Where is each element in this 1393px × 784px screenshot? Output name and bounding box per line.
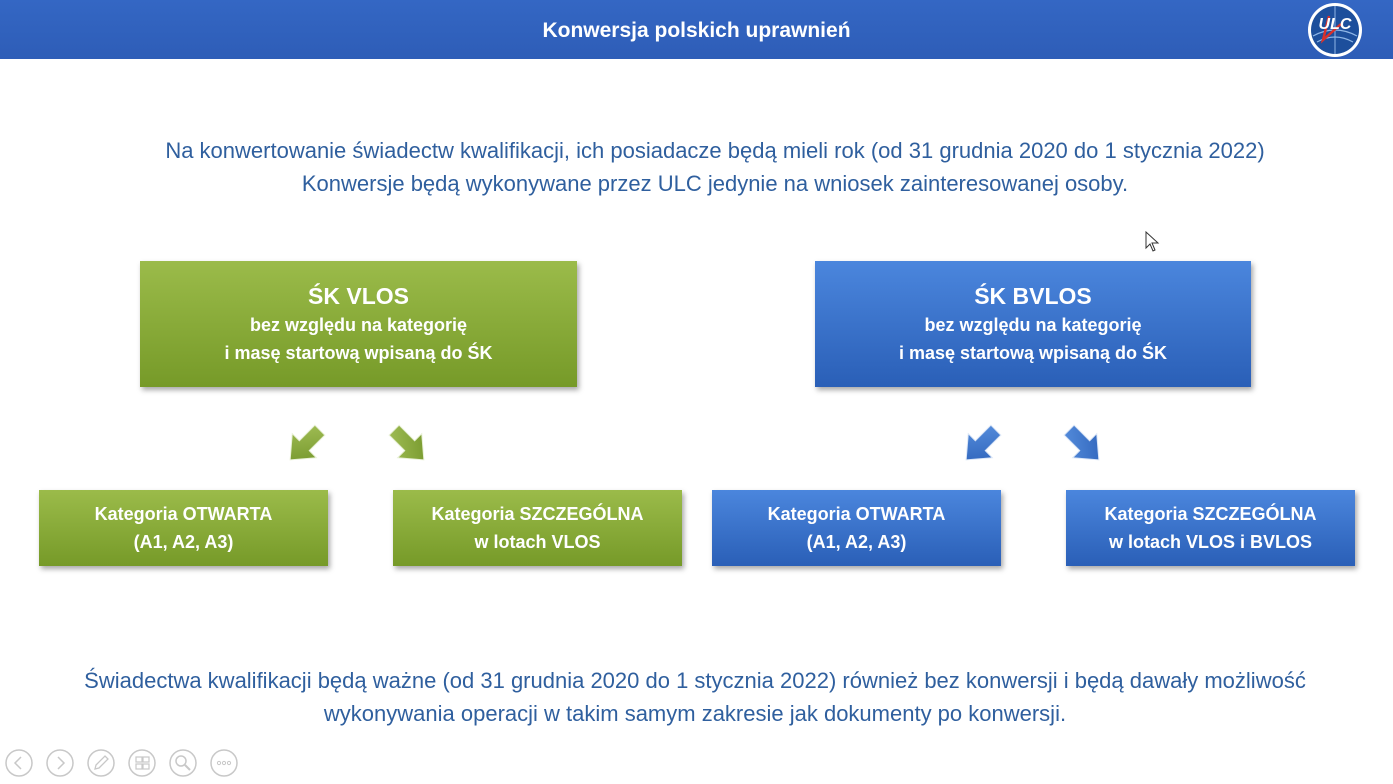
vlos-specific-line-2: w lotach VLOS bbox=[474, 532, 601, 552]
arrow-down-right-icon bbox=[388, 422, 430, 468]
ulc-logo bbox=[1307, 2, 1363, 58]
more-icon[interactable] bbox=[209, 748, 239, 778]
vlos-specific-line-1: Kategoria SZCZEGÓLNA bbox=[431, 504, 644, 524]
arrow-down-right-icon bbox=[1063, 422, 1105, 468]
mouse-cursor-icon bbox=[1145, 231, 1161, 253]
vlos-specific-category-box bbox=[393, 490, 682, 566]
arrow-down-left-icon bbox=[960, 422, 1002, 468]
sk-bvlos-title: ŚK BVLOS bbox=[974, 283, 1092, 309]
vlos-open-category-box bbox=[39, 490, 328, 566]
bvlos-specific-line-1: Kategoria SZCZEGÓLNA bbox=[1104, 504, 1317, 524]
footer-text bbox=[20, 664, 1370, 730]
footer-line-2: wykonywania operacji w takim samym zakresie jak dokumenty po konwersji. bbox=[323, 701, 1067, 726]
slide-header bbox=[0, 0, 1393, 59]
sk-vlos-box bbox=[140, 261, 577, 387]
intro-line-1: Na konwertowanie świadectw kwalifikacji, ich posiadacze będą mieli rok (od 31 grudnia 2020 do 1 stycznia 2022) bbox=[165, 138, 1265, 163]
bvlos-open-line-2: (A1, A2, A3) bbox=[806, 532, 907, 552]
intro-text bbox=[60, 134, 1370, 200]
vlos-open-line-2: (A1, A2, A3) bbox=[133, 532, 234, 552]
sk-vlos-line-2: i masę startową wpisaną do ŚK bbox=[224, 343, 493, 363]
sk-vlos-line-1: bez względu na kategorię bbox=[249, 315, 468, 335]
slides-icon[interactable] bbox=[127, 748, 157, 778]
sk-vlos-title: ŚK VLOS bbox=[308, 283, 409, 309]
sk-bvlos-line-1: bez względu na kategorię bbox=[924, 315, 1142, 335]
next-icon[interactable] bbox=[45, 748, 75, 778]
logo-text: ULC bbox=[1318, 16, 1352, 33]
bvlos-specific-category-box bbox=[1066, 490, 1355, 566]
vlos-open-line-1: Kategoria OTWARTA bbox=[94, 504, 273, 524]
sk-bvlos-line-2: i masę startową wpisaną do ŚK bbox=[898, 343, 1168, 363]
bvlos-specific-line-2: w lotach VLOS i BVLOS bbox=[1108, 532, 1313, 552]
slide-title: Konwersja polskich uprawnień bbox=[542, 19, 851, 42]
pen-icon[interactable] bbox=[86, 748, 116, 778]
bvlos-open-category-box bbox=[712, 490, 1001, 566]
previous-icon[interactable] bbox=[4, 748, 34, 778]
bvlos-open-line-1: Kategoria OTWARTA bbox=[767, 504, 946, 524]
intro-line-2: Konwersje będą wykonywane przez ULC jedynie na wniosek zainteresowanej osoby. bbox=[301, 171, 1129, 196]
zoom-icon[interactable] bbox=[168, 748, 198, 778]
footer-line-1: Świadectwa kwalifikacji będą ważne (od 31 grudnia 2020 do 1 stycznia 2022) również bez konwersji i będą dawały możliwość bbox=[84, 668, 1306, 693]
arrow-down-left-icon bbox=[284, 422, 326, 468]
sk-bvlos-box bbox=[815, 261, 1251, 387]
